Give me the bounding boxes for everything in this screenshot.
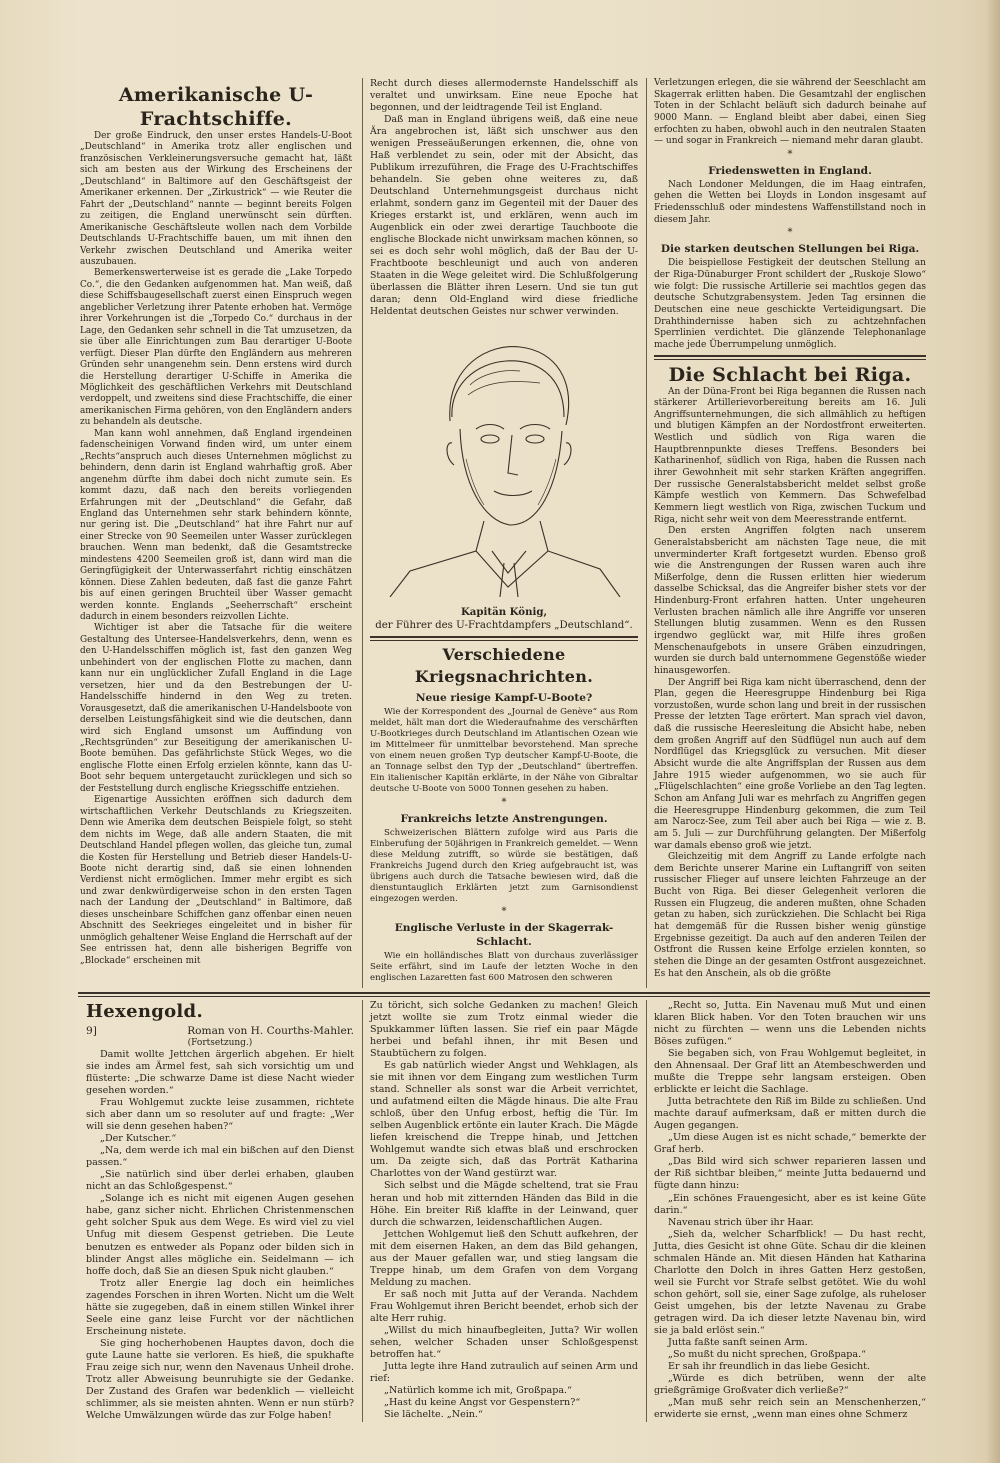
page-edge-shadow: [986, 0, 1000, 1463]
column-divider: [362, 78, 363, 988]
portrait-caption-name: Kapitän König,: [460, 606, 548, 618]
paragraph: „Sie natürlich sind über derlei erhaben, glauben nicht an das Schloßgespenst.“: [86, 1169, 354, 1193]
article-amerikanische-u-frachtschiffe: [80, 83, 352, 967]
subheading: Die starken deutschen Stellungen bei Riga.: [660, 243, 920, 256]
section-rule: [654, 355, 926, 360]
paragraph: Den ersten Angriffen folgten nach unserem Generalstabsbericht am nächsten Tage neue, die mit unverminderter Kraft fortgesetzt wurden. Ebenso groß wie die Anstrengungen der Russen waren auch ihre Mißerfolge, denn die Russen erlitten hier wiederum dasselbe Schicksal, das die Angreifer bisher stets vor der Hindenburg-Front erfahren hatten. Unter ungeheuren Verlusten brachen nämlich alle ihre Angriffe vor unseren Stellungen blutig zusammen. Wenn es den Russen irgendwo geglückt war, mit Hilfe ihres großen Menschenaufgebots in unsere Gräben einzudringen, wurden sie durch bald unternommene Gegenstöße wieder hinausgeworfen.: [654, 526, 926, 676]
subheading: Frankreichs letzte Anstrengungen.: [400, 812, 608, 825]
paragraph: Sie lächelte. „Nein.“: [384, 1409, 483, 1421]
separator-star: *: [787, 227, 793, 239]
paragraph: „Man muß sehr reich sein an Menschenherzen,“ erwiderte sie ernst, „wenn man eines ohne Schmerz: [654, 1397, 926, 1421]
paragraph: An der Düna-Front bei Riga begannen die Russen nach stärkerer Artillerievorbereitung bereits am 16. Juli Angriffsunternehmungen, die sich allmählich zu heftigen und blutigen Kämpfen an der Nordostfront erweiterten. Westlich und südlich von Riga waren die Hauptbrennpunkte dieses Treffens. Besonders bei Katharinenhof, südlich von Riga, haben die Russen nach ihrer Gewohnheit mit sehr starken Kräften angegriffen. Der russische Generalstabsbericht meldet selbst große Kämpfe westlich von Kemmern. Das Schwefelbad Kemmern liegt westlich von Riga, zwischen Tuckum und Riga, nicht sehr weit von dem Meeresstrande entfernt.: [654, 386, 926, 525]
paragraph: Der Angriff bei Riga kam nicht überraschend, denn der Plan, gegen die Heeresgruppe Hindenburg bei Riga vorzustoßen, wurde schon lang und breit in der russischen Presse der letzten Tage erörtert. Man sprach viel davon, daß die russische Heeresleitung die Absicht habe, neben dem großen Angriff auf den Südflügel nun auch auf dem Nordflügel das Kriegsglück zu versuchen. Mit dieser Absicht wurde die alte Angriffsplan der Russen aus dem Jahre 1915 wieder aufgenommen, wo sie auch für „Flügelschlachten“ eine große Vorliebe an den Tag legten. Schon am Anfang Juli war es mehrfach zu Angriffen gegen die Heeresgruppe Hindenburg gekommen, die zum Teil am Narocz-See, zum Teil aber auch bei Riga — wie z. B. am 5. Juli — zur Durchführung gelangten. Der Mißerfolg war damals ebenso groß wie jetzt.: [654, 677, 926, 851]
novel-column-one: [86, 1000, 354, 1422]
column-divider: [646, 1000, 647, 1422]
novel-continued-note: (Fortsetzung.): [187, 1038, 253, 1048]
paragraph: Jutta legte ihre Hand zutraulich auf seinen Arm und rief:: [370, 1360, 638, 1384]
novel-installment-number: 9]: [86, 1025, 97, 1037]
paragraph: Er saß noch mit Jutta auf der Veranda. Nachdem Frau Wohlgemut ihren Bericht beendet, erhob sich der alte Herr ruhig.: [370, 1288, 638, 1324]
paragraph: Navenau strich über ihr Haar.: [668, 1216, 814, 1228]
column-divider: [646, 78, 647, 988]
paragraph: „Natürlich komme ich mit, Großpapa.“: [384, 1385, 572, 1396]
subheading: Englische Verluste in der Skagerrak-Schlacht.: [394, 921, 614, 948]
paragraph: Nach Londoner Meldungen, die im Haag eintrafen, gehen die Wetten bei Lloyds in London insgesamt auf Friedensschluß oder mindestens Waffenstillstand noch in diesem Jahr.: [654, 179, 926, 225]
novel-column-two: [370, 1000, 638, 1421]
paragraph: Man kann wohl annehmen, daß England irgendeinen fadenscheinigen Vorwand finden wird, um unter einem „Rechts“anspruch auch dieses Unternehmen möglichst zu behindern, denn darin ist England wahrhaftig groß. Aber angenehm dürfte ihm dabei doch nicht zumute sein. Es kommt dazu, daß nach den bereits vorliegenden Erfahrungen mit der „Deutschland“ die Gefahr, daß England das Unternehmen sehr stark behindern könnte, nur gering ist. Die „Deutschland“ hat ihre Fahrt nur auf einer Strecke von 90 Seemeilen unter Wasser zurücklegen brauchen. Wenn man bedenkt, daß die Gesamtstrecke mindestens 4200 Seemeilen groß ist, dann wird man die Geringfügigkeit der Unterwasserfahrt richtig einschätzen können. Diese Zahlen bedeuten, daß fast die ganze Fahrt bis auf einen geringen Bruchteil über Wasser gemacht werden konnte. Englands „Seeherrschaft“ erscheint dadurch in einem besonders reizvollen Lichte.: [80, 428, 352, 623]
paragraph: Trotz aller Energie lag doch ein heimliches zagendes Forschen in ihren Worten. Nicht um die Welt hätte sie zugegeben, daß in einem stillen Winkel ihrer Seele eine ganz leise Furcht vor der nächtlichen Erscheinung nistete.: [86, 1277, 354, 1337]
paragraph: Wie der Korrespondent des „Journal de Genève“ aus Rom meldet, hält man dort die Wiederaufnahme des verschärften U-Bootkrieges durch Deutschland im Atlantischen Ozean wie im Mittelmeer für unmittelbar bevorstehend. Man spreche von einem neuen großen Typ deutscher Kampf-U-Boote, die an Tonnage selbst den Typ der „Deutschland“ übertreffen. Ein italienischer Kapitän erklärte, in der Nähe von Gibraltar deutsche U-Boote von 5000 Tonnen gesehen zu haben.: [370, 707, 638, 795]
column-divider: [362, 1000, 363, 1422]
paragraph: Daß man in England übrigens weiß, daß eine neue Ära angebrochen ist, läßt sich unschwer aus den wenigen Presseäußerungen erkennen, die, ohne von Haß verblendet zu sein, oder mit der Absicht, das Publikum irrezuführen, die Frage des U-Frachtschiffes behandeln. Sie geben ohne weiteres zu, daß Deutschland Unternehmungsgeist durchaus nicht erlahmt, sondern ganz im Gegenteil mit der Dauer des Krieges erstarkt ist, und erklären, wenn auch im Augenblick ein oder zwei derartige Tauchboote die englische Blockade nicht unwirksam machen können, so sei es doch sehr wohl möglich, daß der Bau der U-Frachtboote beschleunigt und auch von anderen Staaten in die Wege geleitet wird. Die Schlußfolgerung überlassen die Blätter ihren Lesern. Und sie tun gut daran; denn Old-England wird diese friedliche Heldentat deutschen Geistes nur schwer verwinden.: [370, 114, 638, 318]
column-two-upper: [370, 78, 638, 318]
feuilleton-rule: [78, 992, 930, 994]
paragraph: Gleichzeitig mit dem Angriff zu Lande erfolgte nach dem Berichte unserer Marine ein Luftangriff von seiten russischer Flieger auf unsere leichten Fahrzeuge an der Bucht von Riga. Bei dieser Gelegenheit verloren die Russen ein Flugzeug, die anderen mußten, ohne Schaden getan zu haben, sich zurückziehen. Die Schlacht bei Riga hat demgemäß für die Russen bisher wenig günstige Ergebnisse gezeitigt. Da auch auf den anderen Teilen der Ostfront die Russen keine Erfolge erzielen konnten, so stehen die Dinge an der gesamten Ostfront ausgezeichnet. Es hat den Anschein, als ob die größte: [654, 852, 926, 979]
paragraph: Eigenartige Aussichten eröffnen sich dadurch dem wirtschaftlichen Verkehr Deutschlands zu Kriegszeiten. Denn wie Amerika dem deutschen Beispiele folgt, so steht dem nichts im Wege, daß alle andern Staaten, die mit Deutschland Handel pflegen wollen, das gleiche tun, zumal die Kosten für Herstellung und Betrieb dieser Handels-U-Boote nicht derartig sind, daß sie einen lohnenden Verdienst nicht ermöglichen. Immer mehr ergibt es sich und zwar denkwürdigerweise schon in den ersten Tagen nach der Landung der „Deutschland“ in Baltimore, daß dieses unscheinbare Schiffchen ganz offenbar einen neuen Abschnitt des Seekrieges eingeleitet und in bisher für unmöglich gehaltener Weise England die Herrschaft auf der See entrissen hat, denn alle bisherigen Begriffe von „Blockade“ erscheinen mit: [80, 795, 352, 966]
section-rule: [370, 636, 638, 641]
paragraph: Verletzungen erlegen, die sie während der Seeschlacht am Skagerrak erlitten haben. Die Gesamtzahl der englischen Toten in der Schlacht beläuft sich dadurch beinahe auf 9000 Mann. — England bleibt aber dabei, einen Sieg erfochten zu haben, obwohl auch in den neutralen Staaten — und sogar in Frankreich — niemand mehr daran glaubt.: [654, 78, 926, 147]
paragraph: Sie ging hocherhobenen Hauptes davon, doch die gute Laune hatte sie verloren. Es hieß, die spukhafte Frau zeige sich nur, wenn den Navenaus Unheil drohe. Trotz aller Abweisung beunruhigte sie der Gedanke. Der Zustand des Grafen war bedenklich — vielleicht schlimmer, als sie meisten ahnten. Wenn er nun stürb? Welche Umwälzungen würde das zur Folge haben!: [86, 1337, 354, 1421]
novel-column-three: [654, 1000, 926, 1421]
paragraph: Jutta betrachtete den Riß im Bilde zu schließen. Und machte darauf aufmerksam, daß er mitten durch die Augen gegangen.: [654, 1096, 926, 1132]
paragraph: Es gab natürlich wieder Angst und Wehklagen, als sie mit ihnen vor dem Eingang zum westlichen Turm stand. Schneller als sonst war die Arbeit verrichtet, und aufatmend eilten die Mägde hinaus. Die alte Frau schloß, über den Unfug erbost, heftig die Tür. Im selben Augenblick ertönte ein lauter Krach. Die Mägde liefen kreischend die Treppe hinab, und Jettchen Wohlgemut wandte sich etwas blaß und erschrocken um. Da zeigte sich, daß das Porträt Katharina Charlottes von der Wand gestürzt war.: [370, 1060, 638, 1180]
paragraph: „Der Kutscher.“: [100, 1133, 177, 1145]
paragraph: Sich selbst und die Mägde scheltend, trat sie Frau heran und hob mit zitternden Händen das Bild in die Höhe. Ein breiter Riß klaffte in der Leinwand, quer durch die schwarzen, leidenschaftlichen Augen.: [370, 1180, 638, 1228]
paragraph: „Sieh da, welcher Scharfblick! — Du hast recht, Jutta, dies Gesicht ist ohne Güte. Schau dir die kleinen schmalen Hände an. Mit diesen Händen hat Katharina Charlotte den Dolch in ihres Gatten Herz gestoßen, weil sie Furcht vor Strafe selbst getötet. Wie du wohl schon gehört, soll sie, einer Sage zufolge, als ruheloser Geist umgehen, bis der letzte Navenau zu Grabe getragen wird. Da ich dieser letzte Navenau bin, wird sie ja bald erlöst sein.“: [654, 1228, 926, 1336]
column-two-lower: [370, 605, 638, 984]
paragraph: „Um diese Augen ist es nicht schade,“ bemerkte der Graf herb.: [654, 1132, 926, 1156]
paragraph: „Das Bild wird sich schwer reparieren lassen und der Riß sichtbar bleiben,“ meinte Jutta bedauernd und fügte dann hinzu:: [654, 1156, 926, 1192]
paragraph: „Willst du mich hinaufbegleiten, Jutta? Wir wollen sehen, welcher Schaden unser Schloßgespenst betroffen hat.“: [370, 1324, 638, 1360]
paragraph: „So mußt du nicht sprechen, Großpapa.“: [668, 1348, 867, 1360]
portrait-kapitaen-koenig: [380, 325, 628, 597]
separator-star: *: [787, 148, 793, 160]
paragraph: Jutta faßte sanft seinen Arm.: [668, 1336, 808, 1348]
subheading: Friedenswetten in England.: [708, 164, 872, 177]
paragraph: Jettchen Wohlgemut ließ den Schutt aufkehren, der mit dem eisernen Haken, an dem das Bild gehangen, aus der Mauer gefallen war, und stieg langsam die Treppe hinab, um dem Grafen von dem Vorgang Meldung zu machen.: [370, 1228, 638, 1288]
paragraph: Der große Eindruck, den unser erstes Handels-U-Boot „Deutschland“ in Amerika trotz aller englischen und französischen Verkleinerungsversuche gemacht hat, läßt sich am besten aus der Wirkung des Erscheinens der „Deutschland“ in Baltimore auf den Geschäftsgeist der Amerikaner erkennen. Der „Zirkustrick“ — wie Reuter die Fahrt der „Deutschland“ nannte — beginnt bereits Folgen zu zeitigen, die England unerwünscht sein dürften. Amerikanische Geschäftsleute wollen nach dem Vorbilde Deutschlands U-Frachtschiffe bauen, um mit ihnen den Verkehr zwischen Deutschland und Amerika weiter auszubauen.: [80, 131, 352, 267]
novel-title: Hexengold.: [86, 1001, 204, 1022]
paragraph: Recht durch dieses allermodernste Handelsschiff als veraltet und unwirksam. Eine neue Epoche hat begonnen, und der leidtragende Teil ist England.: [370, 78, 638, 114]
subheading: Neue riesige Kampf-U-Boote?: [415, 692, 593, 704]
section-title: Verschiedene Kriegsnachrichten.: [414, 645, 594, 686]
paragraph: „Solange ich es nicht mit eigenen Augen gesehen habe, ganz sicher nicht. Ehrlichen Christenmenschen geht solcher Spuk aus dem Wege. Es wird viel zu viel Unfug mit diesem Gespenst getrieben. Die Leute benutzen es entweder als Popanz oder bilden sich in blinder Angst alles mögliche ein. Seidelmann — ich hoffe doch, daß Sie an diesen Spuk nicht glauben.“: [86, 1193, 354, 1277]
paragraph: „Recht so, Jutta. Ein Navenau muß Mut und einen klaren Blick haben. Vor den Toten brauchen wir uns nicht zu fürchten — wenn uns die Lebenden nichts Böses zufügen.“: [654, 1000, 926, 1048]
paragraph: Zu töricht, sich solche Gedanken zu machen! Gleich jetzt wollte sie zum Trotz einmal wieder die Spukkammer lüften lassen. Sie rief ein paar Mägde herbei und befahl ihnen, ihr mit Besen und Staubtüchern zu folgen.: [370, 1000, 638, 1060]
paragraph: Sie begaben sich, von Frau Wohlgemut begleitet, in den Ahnensaal. Der Graf litt an Atembeschwerden und mußte die Treppe sehr langsam ersteigen. Oben erblickte er leicht die Sachlage.: [654, 1048, 926, 1096]
column-three: [654, 78, 926, 980]
paragraph: Frau Wohlgemut zuckte leise zusammen, richtete sich aber dann um so resoluter auf und fragte: „Wer will sie denn gesehen haben?“: [86, 1097, 354, 1133]
paragraph: Bemerkenswerterweise ist es gerade die „Lake Torpedo Co.“, die den Gedanken aufgenommen hat. Man weiß, daß diese Schiffsbaugesellschaft zuerst einen Einspruch wegen angeblicher Verletzung ihrer Patente erhoben hat. Vermöge ihrer Vorkehrungen ist die „Torpedo Co.“ durchaus in der Lage, den Gedanken sehr schnell in die Tat umzusetzen, da sie über alle Einrichtungen zum Bau derartiger U-Boote verfügt. Dieser Plan dürfte den Engländern aus mehreren Gründen sehr unangenehm sein. Denn erstens wird durch die Herstellung derartiger U-Schiffe in Amerika die Möglichkeit des geschäftlichen Verkehrs mit Deutschland verdoppelt, und zweitens sind diese Frachtschiffe, die einer amerikanischen Firma gehören, von den Engländern anders zu behandeln als deutsche.: [80, 268, 352, 428]
article-title: Amerikanische U-Frachtschiffe.: [118, 84, 314, 130]
paragraph: Wichtiger ist aber die Tatsache für die weitere Gestaltung des Untersee-Handelsverkehrs, denn, wenn es den U-Handelsschiffen möglich ist, fast den ganzen Weg unbehindert von der englischen Flotte zu machen, dann kann nur ein unglücklicher Zufall England in die Lage versetzen, hier und da den Bestrebungen der U-Handelsschiffe hindernd in den Weg zu treten. Vorausgesetzt, daß die amerikanischen U-Handelsboote von derselben Leistungsfähigkeit sind wie die deutschen, dann wird sich England umsonst um Auffindung von „Rechtsgründen“ zur Beseitigung der amerikanischen U-Boote bemühen. Das gefährlichste Stück Weges, wo die englische Flotte einen Erfolg erzielen könnte, kann das U-Boot sehr bequem untergetaucht zurücklegen und sich so der Feststellung durch englische Kriegsschiffe entziehen.: [80, 623, 352, 794]
separator-star: *: [501, 796, 507, 808]
novel-byline: [86, 1024, 354, 1038]
paragraph: Er sah ihr freundlich in das liebe Gesicht.: [668, 1360, 871, 1372]
paragraph: „Na, dem werde ich mal ein bißchen auf den Dienst passen.“: [86, 1145, 354, 1169]
feuilleton-rule-thin: [78, 996, 930, 997]
section-title: Die Schlacht bei Riga.: [668, 363, 912, 386]
paragraph: „Ein schönes Frauengesicht, aber es ist keine Güte darin.“: [654, 1192, 926, 1216]
separator-star: *: [501, 905, 507, 917]
paragraph: Damit wollte Jettchen ärgerlich abgehen. Er hielt sie indes am Ärmel fest, sah sich vorsichtig um und flüsterte: „Die schwarze Dame ist diese Nacht wieder gesehen worden.“: [86, 1049, 354, 1097]
portrait-caption-role: der Führer des U-Frachtdampfers „Deutschland“.: [375, 620, 633, 631]
paragraph: „Würde es dich betrüben, wenn der alte grießgrämige Großvater dich verließe?“: [654, 1372, 926, 1396]
paragraph: Wie ein holländisches Blatt von durchaus zuverlässiger Seite erfährt, sind im Laufe der letzten Woche in den englischen Lazaretten fast 600 Matrosen den schweren: [370, 950, 638, 984]
novel-author: Roman von H. Courths-Mahler.: [187, 1025, 354, 1037]
paragraph: Die beispiellose Festigkeit der deutschen Stellung an der Riga-Dünaburger Front schildert der „Ruskoje Slowo“ wie folgt: Die russische Artillerie sei machtlos gegen das deutsche Schutzgrabensystem. Jeden Tag ersinnen die Deutschen eine neue geschickte Verteidigungsart. Die Drahthindernisse haben sich zu achtzehnfachen Sperrlinien verdichtet. Die glänzende Telephonanlage mache jede Überrumpelung unmöglich.: [654, 258, 926, 350]
paragraph: „Hast du keine Angst vor Gespenstern?“: [384, 1397, 581, 1409]
paragraph: Schweizerischen Blättern zufolge wird aus Paris die Einberufung der 50jährigen in Frankreich gemeldet. — Wenn diese Meldung zutrifft, so würde sie bestätigen, daß Frankreichs Jugend durch den Krieg aufgebraucht ist, was übrigens auch durch die Tatsache bewiesen wird, daß die dienstuntauglich Erklärten jetzt zum Garnisondienst eingezogen werden.: [370, 827, 638, 904]
